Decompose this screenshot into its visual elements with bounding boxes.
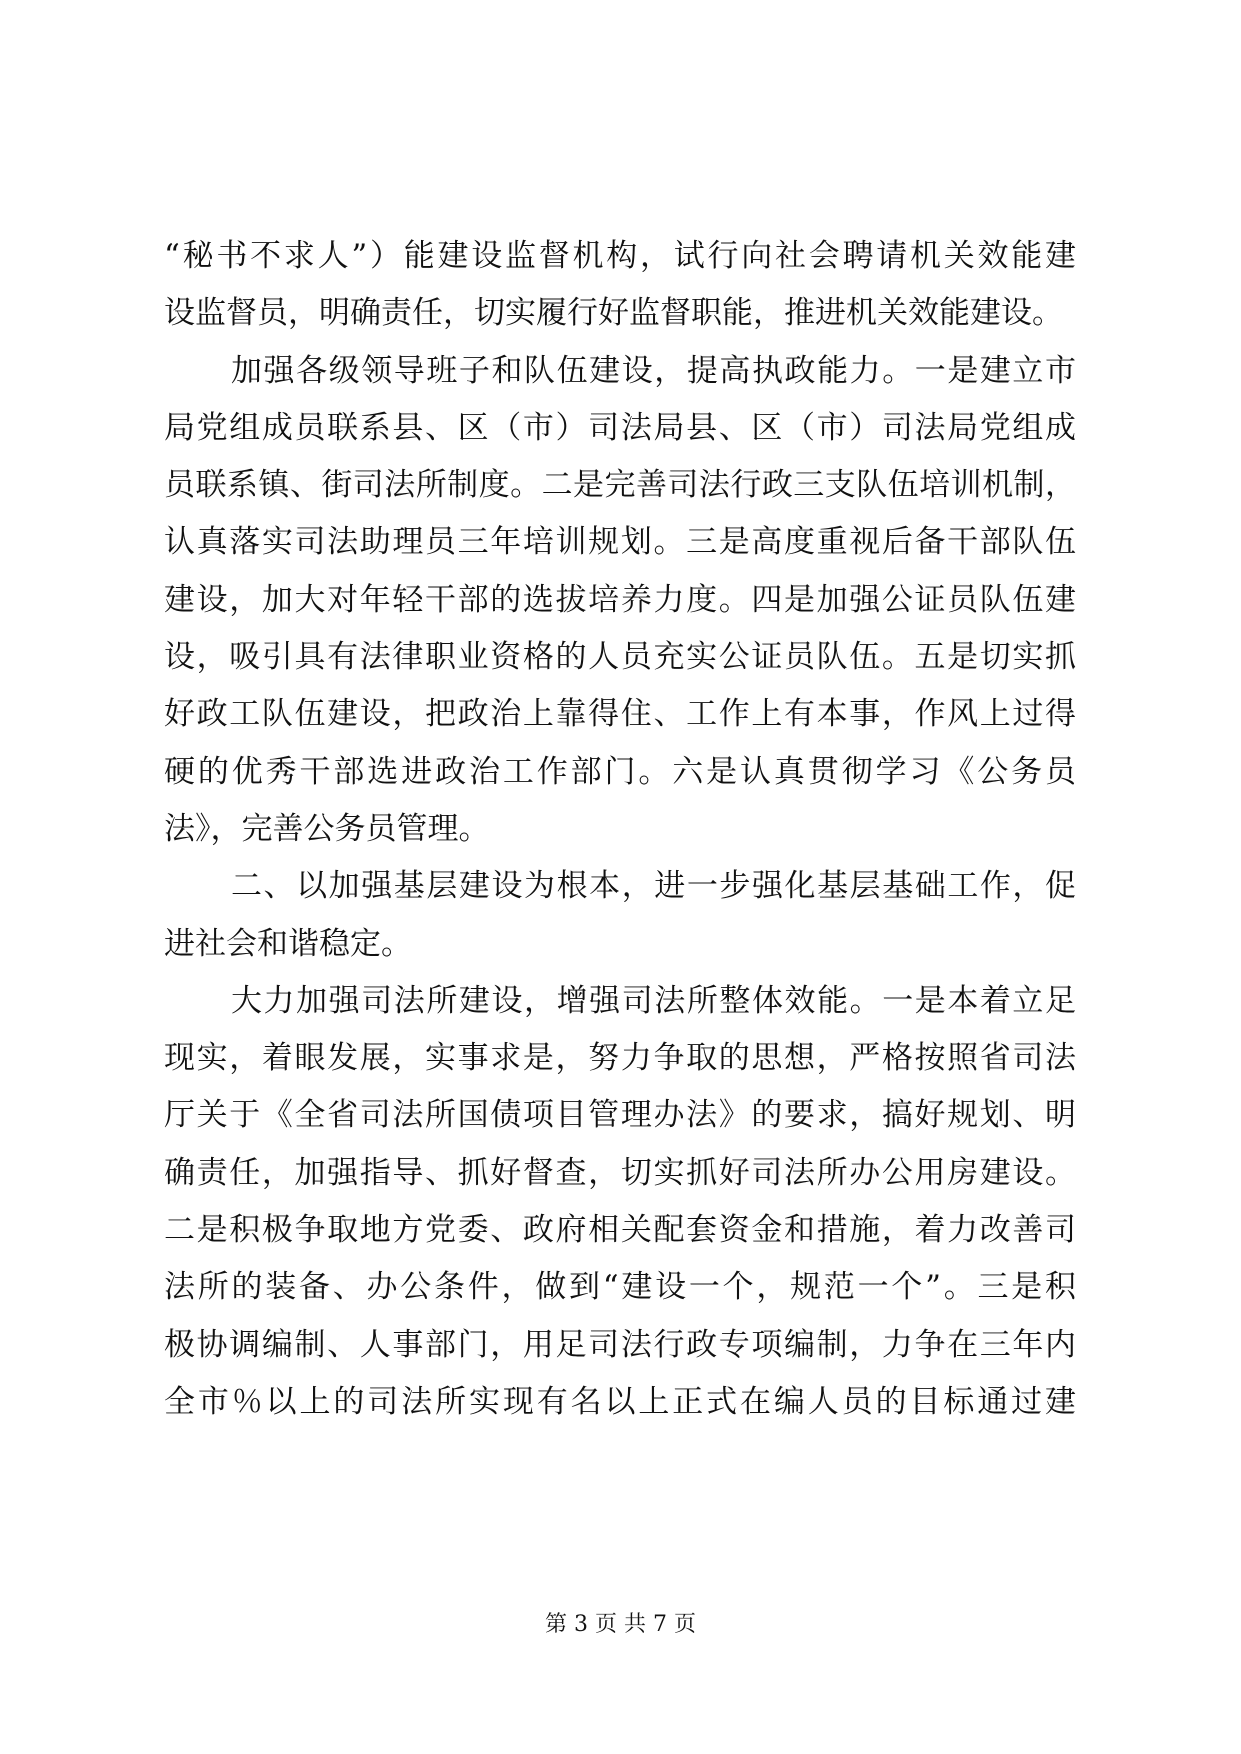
text-line-8: 设，吸引具有法律职业资格的人员充实公证员队伍。五是切实抓 <box>164 639 1076 676</box>
text-line-14: 大力加强司法所建设，增强司法所整体效能。一是本着立足 <box>231 982 1076 1019</box>
text-line-4: 局党组成员联系县、区（市）司法局县、区（市）司法局党组成 <box>164 409 1076 446</box>
text-line-5: 员联系镇、街司法所制度。二是完善司法行政三支队伍培训机制， <box>164 467 1076 504</box>
text-line-12: 二、以加强基层建设为根本，进一步强化基层基础工作，促 <box>231 868 1076 905</box>
text-line-20: 极协调编制、人事部门，用足司法行政专项编制，力争在三年内 <box>164 1326 1076 1363</box>
body-text <box>164 228 1076 1431</box>
text-line-21: 全市％以上的司法所实现有名以上正式在编人员的目标通过建 <box>164 1383 1076 1420</box>
text-line-9: 好政工队伍建设，把政治上靠得住、工作上有本事，作风上过得 <box>164 696 1076 733</box>
text-line-13: 进社会和谐稳定。 <box>164 925 412 962</box>
text-line-18: 二是积极争取地方党委、政府相关配套资金和措施，着力改善司 <box>164 1212 1076 1249</box>
text-line-6: 认真落实司法助理员三年培训规划。三是高度重视后备干部队伍 <box>164 524 1076 561</box>
text-line-19: 法所的装备、办公条件，做到“建设一个，规范一个”。三是积 <box>164 1269 1076 1306</box>
page-number-footer: 第 3 页 共 7 页 <box>545 1612 696 1637</box>
text-line-17: 确责任，加强指导、抓好督查，切实抓好司法所办公用房建设。 <box>164 1154 1076 1191</box>
text-line-11: 法》，完善公务员管理。 <box>164 810 490 847</box>
text-line-16: 厅关于《全省司法所国债项目管理办法》的要求，搞好规划、明 <box>164 1097 1076 1134</box>
text-line-1: “秘书不求人”）能建设监督机构，试行向社会聘请机关效能建 <box>164 238 1076 274</box>
text-line-7: 建设，加大对年轻干部的选拔培养力度。四是加强公证员队伍建 <box>164 581 1076 618</box>
text-line-15: 现实，着眼发展，实事求是，努力争取的思想，严格按照省司法 <box>164 1040 1076 1077</box>
text-line-2: 设监督员，明确责任，切实履行好监督职能，推进机关效能建设。 <box>164 295 1063 332</box>
text-line-10: 硬的优秀干部选进政治工作部门。六是认真贯彻学习《公务员 <box>164 753 1076 790</box>
text-line-3: 加强各级领导班子和队伍建设，提高执政能力。一是建立市 <box>231 352 1076 389</box>
